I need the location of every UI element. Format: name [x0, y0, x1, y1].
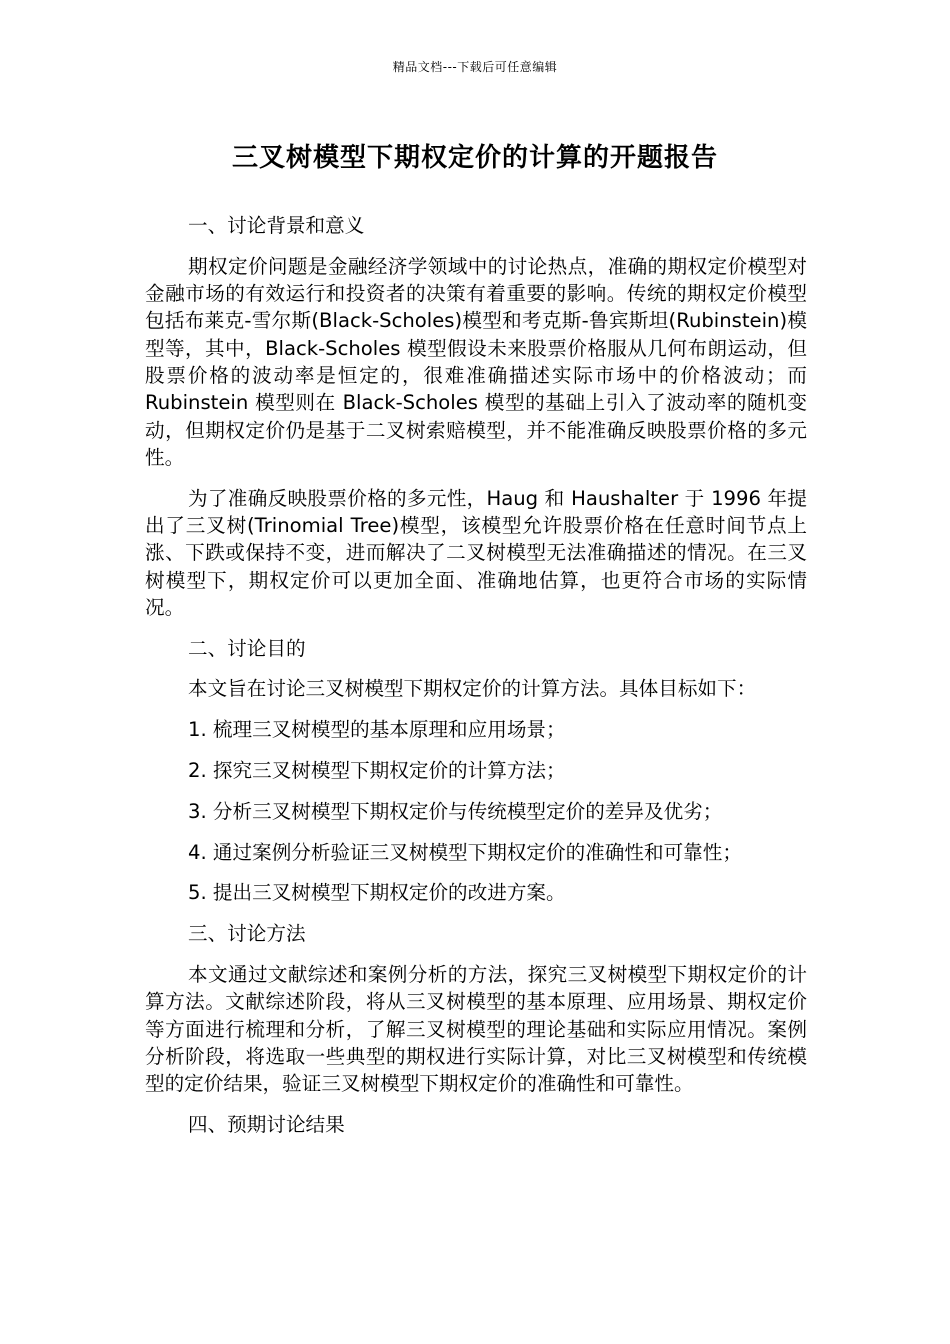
section-heading-background: 一、讨论背景和意义 [188, 214, 365, 237]
list-item-objective-3: 3. 分析三叉树模型下期权定价与传统模型定价的差异及优劣； [188, 799, 723, 823]
section-heading-expected-results: 四、预期讨论结果 [188, 1113, 345, 1137]
list-item-objective-1: 1. 梳理三叉树模型的基本原理和应用场景； [188, 718, 566, 742]
section-heading-method: 三、讨论方法 [188, 922, 306, 946]
document-title: 三叉树模型下期权定价的计算的开题报告 [231, 143, 718, 173]
document-body [145, 212, 807, 1152]
paragraph-background-1: 期权定价问题是金融经济学领域中的讨论热点，准确的期权定价模型对金融市场的有效运行和投资者的决策有着重要的影响。传统的期权定价模型包括布莱克-雪尔斯(Black-Scholes)模型和考克斯-鲁宾斯坦(Rubinstein)模型等，其中，Black-Scholes 模型假设未来股票价格服从几何布朗运动，但股票价格的波动率是恒定的，很难准确描述实际市场中的价格波动；而 Rubinstein 模型则在 Black-Scholes 模型的基础上引入了波动率的随机变动，但期权定价仍是基于二叉树索赔模型，并不能准确反映股票价格的多元性。 [145, 254, 807, 469]
paragraph-background-2: 为了准确反映股票价格的多元性，Haug 和 Haushalter 于 1996 年提出了三叉树(Trinomial Tree)模型，该模型允许股票价格在任意时间节点上涨、下跌或保持不变，进而解决了二叉树模型无法准确描述的情况。在三叉树模型下，期权定价可以更加全面、准确地估算，也更符合市场的实际情况。 [145, 486, 807, 619]
paragraph-purpose-intro: 本文旨在讨论三叉树模型下期权定价的计算方法。具体目标如下： [188, 677, 757, 701]
list-item-objective-4: 4. 通过案例分析验证三叉树模型下期权定价的准确性和可靠性； [188, 840, 742, 864]
list-item-objective-5: 5. 提出三叉树模型下期权定价的改进方案。 [188, 881, 566, 905]
section-heading-purpose: 二、讨论目的 [188, 636, 306, 660]
list-item-objective-2: 2. 探究三叉树模型下期权定价的计算方法； [188, 759, 566, 783]
paragraph-method: 本文通过文献综述和案例分析的方法，探究三叉树模型下期权定价的计算方法。文献综述阶段，将从三叉树模型的基本原理、应用场景、期权定价等方面进行梳理和分析，了解三叉树模型的理论基础和实际应用情况。案例分析阶段，将选取一些典型的期权进行实际计算，对比三叉树模型和传统模型的定价结果，验证三叉树模型下期权定价的准确性和可靠性。 [145, 963, 807, 1096]
header-note: 精品文档---下载后可任意编辑 [392, 60, 558, 74]
